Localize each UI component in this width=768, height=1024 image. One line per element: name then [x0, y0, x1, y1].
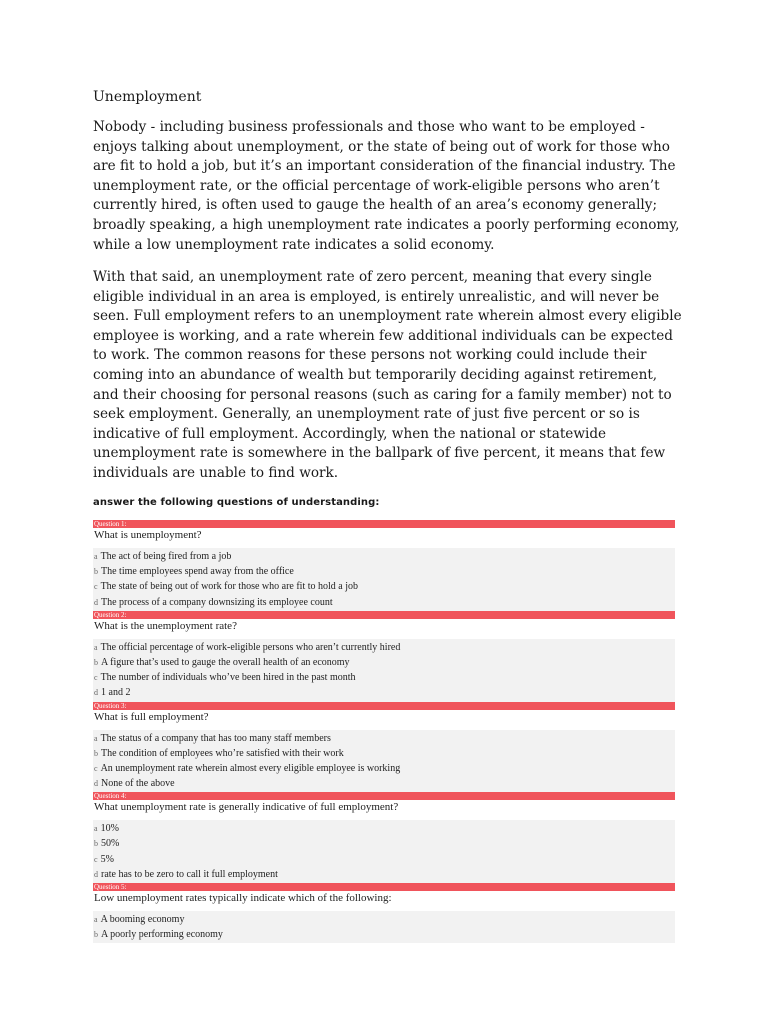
answer-option[interactable]	[93, 927, 675, 942]
answer-option[interactable]	[93, 761, 675, 776]
answer-option[interactable]	[93, 640, 675, 655]
answer-option[interactable]	[93, 595, 675, 610]
answer-option[interactable]	[93, 731, 675, 746]
question-block	[93, 520, 675, 611]
option-letter: d	[94, 869, 98, 879]
option-text: The status of a company that has too many staff members	[100, 732, 331, 744]
option-letter: c	[94, 854, 98, 864]
answer-options	[93, 639, 675, 702]
paragraph: Nobody - including business professionals and those who want to be employed - enjoys talking about unemployment, or the state of being out of work for those who are fit to hold a job, but it’s an important consideration of the financial industry. The unemployment rate, or the official percentage of work-eligible persons who aren’t currently hired, is often used to gauge the health of an area’s economy generally; broadly speaking, a high unemployment rate indicates a poorly performing economy, while a low unemployment rate indicates a solid economy.	[93, 119, 680, 253]
paragraph: With that said, an unemployment rate of zero percent, meaning that every single eligible individual in an area is employed, is entirely unrealistic, and will never be seen. Full employment refers to an unemployment rate wherein almost every eligible employee is working, and a rate wherein few additional individuals can be expected to work. The common reasons for these persons not working could include their coming into an abundance of wealth but temporarily deciding against retirement, and their choosing for personal reasons (such as caring for a family member) not to seek employment. Generally, an unemployment rate of just five percent or so is indicative of full employment. Accordingly, when the national or statewide unemployment rate is somewhere in the ballpark of five percent, it means that few individuals are unable to find work.	[93, 269, 682, 481]
answer-option[interactable]	[93, 867, 675, 882]
answer-option[interactable]	[93, 821, 675, 836]
option-letter: c	[94, 673, 98, 683]
option-text: A booming economy	[100, 914, 185, 925]
option-text: A poorly performing economy	[101, 929, 223, 941]
answer-option[interactable]	[93, 549, 675, 564]
question-text: Low unemployment rates typically indicate which of the following:	[94, 892, 392, 904]
answer-option[interactable]	[93, 852, 675, 867]
option-text: None of the above	[101, 778, 175, 790]
answer-option[interactable]	[93, 564, 675, 579]
option-letter: b	[94, 839, 98, 849]
question-text: What is the unemployment rate?	[94, 619, 237, 632]
question-label: Question 2:	[93, 611, 675, 619]
option-letter: c	[94, 763, 98, 773]
option-letter: a	[94, 733, 98, 743]
question-text: What unemployment rate is generally indicative of full employment?	[94, 801, 399, 814]
option-letter: b	[94, 657, 98, 667]
question-block	[93, 883, 675, 943]
question-label: Question 5:	[93, 883, 675, 891]
option-text: The time employees spend away from the office	[101, 566, 294, 578]
option-letter: b	[94, 567, 98, 577]
quiz	[93, 520, 675, 943]
option-text: The number of individuals who’ve been hired in the past month	[100, 672, 356, 684]
question-block	[93, 792, 675, 883]
option-letter: d	[94, 688, 98, 698]
question-label: Question 4:	[93, 792, 675, 800]
option-text: 1 and 2	[101, 687, 131, 699]
answer-option[interactable]	[93, 655, 675, 670]
option-letter: a	[94, 824, 98, 834]
option-letter: d	[94, 597, 98, 607]
option-text: rate has to be zero to call it full employment	[101, 868, 278, 880]
option-text: The process of a company downsizing its employee count	[101, 596, 333, 608]
option-text: 50%	[101, 838, 120, 850]
answer-options	[93, 548, 675, 611]
question-block	[93, 611, 675, 702]
option-letter: a	[94, 915, 98, 924]
answer-options	[93, 911, 675, 943]
option-letter: b	[94, 748, 98, 758]
question-text: What is full employment?	[94, 710, 209, 723]
option-text: A figure that’s used to gauge the overall health of an economy	[101, 656, 350, 668]
option-letter: b	[94, 930, 98, 940]
question-block	[93, 702, 675, 793]
answer-options	[93, 730, 675, 793]
option-text: 10%	[100, 823, 119, 835]
option-text: The condition of employees who’re satisfied with their work	[101, 747, 344, 759]
option-text: The state of being out of work for those who are fit to hold a job	[100, 581, 358, 593]
option-letter: c	[94, 582, 98, 592]
answer-option[interactable]	[93, 579, 675, 594]
option-text: An unemployment rate wherein almost every eligible employee is working	[100, 762, 401, 774]
question-label: Question 3:	[93, 702, 675, 710]
option-text: The act of being fired from a job	[100, 551, 232, 562]
option-text: 5%	[100, 853, 114, 865]
answer-option[interactable]	[93, 776, 675, 791]
answer-option[interactable]	[93, 746, 675, 761]
question-text: What is unemployment?	[94, 529, 202, 541]
answer-option[interactable]	[93, 670, 675, 685]
document-title: Unemployment	[93, 89, 202, 105]
option-letter: a	[94, 552, 98, 561]
quiz-instructions: answer the following questions of understanding:	[93, 497, 380, 508]
answer-option[interactable]	[93, 836, 675, 851]
option-text: The official percentage of work-eligible persons who aren’t currently hired	[100, 641, 401, 653]
question-label: Question 1:	[93, 520, 675, 528]
option-letter: a	[94, 642, 98, 652]
answer-options	[93, 820, 675, 883]
answer-option[interactable]	[93, 912, 675, 927]
answer-option[interactable]	[93, 685, 675, 700]
option-letter: d	[94, 779, 98, 789]
